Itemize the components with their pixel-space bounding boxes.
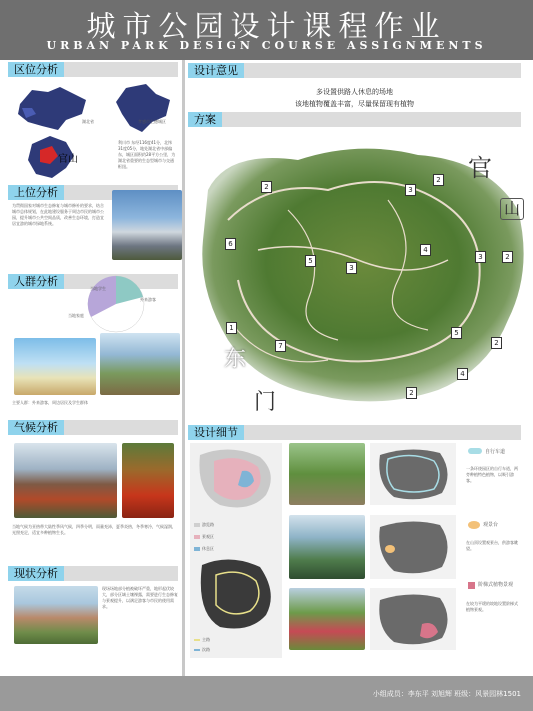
map-label: 湖北省 — [82, 119, 94, 124]
plan-marker: 4 — [457, 368, 468, 380]
view-swatch — [468, 521, 480, 529]
view-point-map — [370, 515, 456, 579]
terraced-plants-photo — [289, 588, 365, 650]
bike-title: 自行车道 — [485, 449, 506, 455]
bike-route-map — [370, 443, 456, 505]
detail-legend-label: 景观区 — [202, 534, 214, 539]
plan-marker: 1 — [226, 322, 237, 334]
park-vegetation-area — [202, 149, 523, 402]
plan-marker: 3 — [346, 262, 357, 274]
location-description: 利川市 东经116度41分，北纬31度05分，地处湖北省中部偏东，城区面积约28平方公里，为湖北省重要的生态型城市与交通枢纽。 — [118, 140, 176, 169]
section-title: 设计细节 — [188, 425, 244, 440]
pie-label-families: 当地家庭 — [68, 313, 84, 318]
legend-item: 5.观景台 — [190, 378, 215, 385]
climate-description: 当地气候为亚热带大陆性季风气候，四季分明，雨量充沛，夏季炎热，冬季寒冷，气候湿润，光照充足，适宜多种植物生长。 — [12, 524, 176, 535]
legend-swatch-main — [194, 639, 200, 641]
plan-marker: 5 — [305, 255, 316, 267]
plan-marker: 5 — [451, 327, 462, 339]
legend-item: 2.次入口 — [190, 351, 215, 358]
legend-item: 3.最高石 — [190, 360, 215, 367]
crowd-pie-chart — [86, 274, 146, 334]
detail-legend-label: 游览路 — [202, 522, 214, 527]
plan-legend — [190, 341, 238, 404]
pie-label-students: 当地学生 — [90, 286, 106, 291]
plan-marker: 6 — [225, 238, 236, 250]
poster-subtitle: URBAN PARK DESIGN COURSE ASSIGNMENTS — [46, 39, 487, 52]
compass-label: 门 — [254, 390, 277, 415]
viewing-deck-photo — [289, 515, 365, 579]
poster-header — [0, 0, 533, 60]
plan-marker: 2 — [406, 387, 417, 399]
section-title: 人群分析 — [8, 274, 64, 289]
legend-swatch-secondary — [194, 649, 200, 651]
bike-swatch — [468, 448, 482, 454]
section-title: 上位分析 — [8, 185, 64, 200]
eroded-site-photo — [14, 586, 98, 644]
pie-label-tourists: 外来游客 — [140, 297, 156, 302]
poster-footer — [0, 676, 533, 711]
steps-title: 阶梯式植物景观 — [478, 582, 514, 588]
map-label: 孝感市上德城区 — [138, 119, 166, 124]
autumn-forest-photo — [122, 443, 174, 518]
city-skyline-photo — [112, 190, 182, 260]
team-credits: 小组成员：李东平 刘旭辉 班级：风景园林1501 — [372, 690, 521, 698]
column-divider — [182, 60, 185, 676]
section-title: 区位分析 — [8, 62, 64, 77]
steps-swatch — [468, 582, 475, 589]
upper-description: 为贯彻国家对城市生态修复与城市修补的要求，结合城市总体规划，在此地建设服务于周边市民的城市公园，提升城市公共空间品质，改善生态环境，打造宜居宜游的城市绿地系统。 — [12, 203, 104, 226]
legend-item: 1.主入口 — [190, 342, 215, 349]
detail-legend-label: 次路 — [202, 647, 210, 652]
section-header-plan — [188, 112, 521, 127]
region-map — [112, 82, 174, 134]
plan-marker: 2 — [502, 251, 513, 263]
hubei-map — [14, 84, 90, 134]
plan-marker: 2 — [433, 174, 444, 186]
plan-marker: 3 — [405, 184, 416, 196]
plan-marker: 2 — [261, 181, 272, 193]
bike-description: 一条环绕园区的自行车道，两旁种植特色植物，以吸引游客。 — [466, 466, 518, 483]
opinion-line-2: 该地植物覆盖丰富，尽量保留现有植物 — [295, 100, 414, 108]
compass-label: 东 — [224, 347, 247, 372]
section-title: 方案 — [188, 112, 222, 127]
city-label: 官山 — [58, 154, 78, 165]
section-header-detail — [188, 425, 521, 440]
plan-marker: 4 — [420, 244, 431, 256]
foggy-hills-photo — [14, 443, 117, 518]
terrace-map — [370, 588, 456, 650]
opinion-line-1: 多设置供路人休息的场地 — [316, 88, 393, 96]
detail-legend-label: 主路 — [202, 637, 210, 642]
legend-swatch-scenic — [194, 535, 200, 539]
detail-legend-label: 休息区 — [202, 546, 214, 551]
crowd-description: 主要人群：外来游客，周边居民及学生群体 — [12, 400, 88, 405]
legend-item: 4.阶梯式植物景观 — [190, 369, 239, 376]
section-header-status — [8, 566, 178, 581]
section-header-opinion — [188, 63, 521, 78]
steps-description: 在较为平缓的坡地设置阶梯式植物景观。 — [466, 601, 518, 612]
plan-marker: 2 — [491, 337, 502, 349]
bike-path-photo — [289, 443, 365, 505]
section-header-climate — [8, 420, 178, 435]
path-map-dark — [201, 559, 271, 628]
compass-label: 官 — [468, 154, 492, 182]
view-title: 观景台 — [483, 522, 499, 528]
compass-label: 山 — [500, 198, 524, 220]
section-title: 设计意见 — [188, 63, 244, 78]
legend-swatch-rest — [194, 547, 200, 551]
legend-item: 6.杜鹃花带 — [190, 387, 221, 394]
status-description: 现场场地部分植被破坏严重，地形起伏较大，部分区域土壤裸露，需要进行生态修复与景观提升，以满足游客与市民的使用需求。 — [102, 586, 178, 609]
tourists-beach-photo — [14, 338, 96, 395]
hiker-photo — [100, 333, 180, 395]
section-title: 现状分析 — [8, 566, 64, 581]
legend-swatch-tour — [194, 523, 200, 527]
plan-marker: 3 — [475, 251, 486, 263]
section-title: 气候分析 — [8, 420, 64, 435]
plan-marker: 7 — [275, 340, 286, 352]
zone-scenic-area — [214, 458, 261, 500]
section-header-location — [8, 62, 178, 77]
legend-item: 7.自行车滑坡处 — [190, 396, 233, 403]
poster-title: 城市公园设计课程作业 — [86, 9, 447, 43]
view-description: 在山顶设置观景台，供游客眺望。 — [466, 540, 518, 551]
